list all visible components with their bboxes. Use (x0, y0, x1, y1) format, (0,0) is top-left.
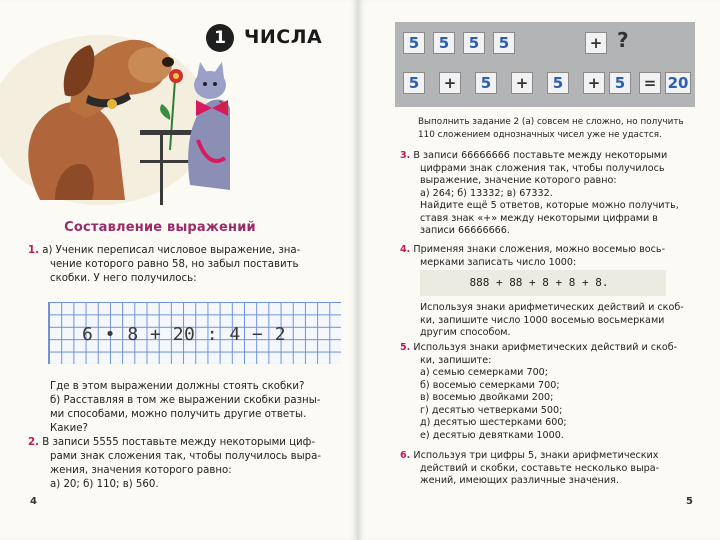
plus-tile: + (511, 72, 533, 94)
text-line: е) десятью девятками 1000. (420, 429, 564, 441)
text-line: а) 264; б) 13332; в) 67332. (420, 187, 553, 199)
exercise-3 (400, 150, 710, 238)
result-tile: 20 (665, 72, 691, 94)
text-line: Используя знаки арифметических действий и скоб- (413, 342, 678, 353)
text-line: ставя знак «+» между некоторыми цифрами в (420, 212, 658, 224)
text-line: 110 сложением однозначных чисел уже не удастся. (418, 129, 662, 140)
text-line: другим способом. (420, 327, 511, 338)
digit-tile: 5 (403, 32, 425, 54)
dog-and-cat-illustration (0, 0, 230, 205)
text-line: Найдите ещё 5 ответов, которые можно получить, (420, 200, 679, 211)
page-number: 5 (686, 496, 693, 507)
digit-tile: 5 (433, 32, 455, 54)
text-line: Применяя знаки сложения, можно восемью вось- (413, 244, 666, 255)
text-line: выражение, значение которого равно: (420, 175, 617, 186)
svg-text:x: x (218, 94, 229, 115)
text-line: Где в этом выражении должны стоять скобки? (50, 381, 305, 392)
text-line: ми способами, можно получить другие ответы. (50, 409, 307, 420)
digit-tile: 5 (609, 72, 631, 94)
intro-note (418, 116, 708, 141)
exercise-number: 1. (28, 245, 39, 256)
text-line: б) восемью семерками 700; (420, 379, 560, 391)
text-line: г) десятью четверками 500; (420, 404, 563, 416)
exercise-number: 2. (28, 437, 39, 448)
text-line: д) десятью шестерками 600; (420, 417, 567, 428)
text-line: а) семью семерками 700; (420, 367, 549, 378)
digit-tile: 5 (547, 72, 569, 94)
number-tiles-panel (395, 22, 695, 107)
question-mark: ? (617, 28, 629, 52)
exercise-4-continued (420, 302, 712, 340)
plus-tile: + (583, 72, 605, 94)
chapter-number-badge: 1 (206, 24, 234, 52)
equation: 888 + 88 + 8 + 8 + 8. (469, 276, 609, 289)
math-expression: 6 • 8 + 20 : 4 − 2 (82, 324, 287, 345)
text-line: Какие? (50, 423, 88, 434)
exercise-1 (28, 244, 348, 286)
text-line: Используя три цифры 5, знаки арифметических (413, 450, 659, 461)
text-line: б) Расставляя в том же выражении скобки разны- (50, 395, 321, 406)
chapter-title: ЧИСЛА (244, 26, 323, 48)
text-line: действий и скобки, составьте несколько выра- (420, 462, 660, 474)
exercise-2 (28, 436, 348, 492)
text-line: а) 20; б) 110; в) 560. (50, 479, 159, 490)
exercise-6 (400, 450, 710, 488)
text-line: записи 66666666. (420, 225, 510, 236)
exercise-number: 5. (400, 342, 411, 353)
text-line: мерками записать число 1000: (420, 256, 577, 268)
exercise-number: 4. (400, 244, 411, 255)
exercise-number: 6. (400, 450, 411, 461)
page-number: 4 (30, 496, 37, 507)
plus-tile: + (439, 72, 461, 94)
plus-tile: + (585, 32, 607, 54)
text-line: цифрами знак сложения так, чтобы получилось (420, 162, 665, 174)
exercise-5 (400, 342, 710, 442)
text-line: ки, запишите: (420, 354, 492, 366)
section-title: Составление выражений (64, 220, 256, 235)
equals-tile: = (639, 72, 661, 94)
text-line: скобки. У него получилось: (50, 273, 197, 284)
right-page (358, 0, 720, 540)
exercise-1-continued (50, 380, 350, 436)
text-line: чение которого равно 58, но забыл поставить (50, 259, 299, 270)
text-line: жения, значения которого равно: (50, 465, 232, 476)
text-line: ки, запишите число 1000 восемью восьмерками (420, 314, 665, 326)
text-line: Используя знаки арифметических действий и скоб- (420, 302, 684, 313)
text-line: Выполнить задание 2 (а) совсем не сложно, но получить (418, 117, 684, 127)
text-line: а) Ученик переписал числовое выражение, зна- (42, 245, 301, 256)
text-line: рами знак сложения так, чтобы получилось выра- (50, 451, 322, 462)
text-line: в) восемью двойками 200; (420, 392, 554, 403)
digit-tile: 5 (493, 32, 515, 54)
digit-tile: 5 (475, 72, 497, 94)
text-line: В записи 66666666 поставьте между некоторыми (413, 150, 668, 161)
exercise-4 (400, 244, 710, 269)
digit-tile: 5 (463, 32, 485, 54)
text-line: жений, имеющих различные значения. (420, 475, 619, 486)
digit-tile: 5 (403, 72, 425, 94)
text-line: В записи 5555 поставьте между некоторыми циф- (42, 437, 316, 448)
left-page (0, 0, 358, 540)
exercise-number: 3. (400, 150, 411, 161)
